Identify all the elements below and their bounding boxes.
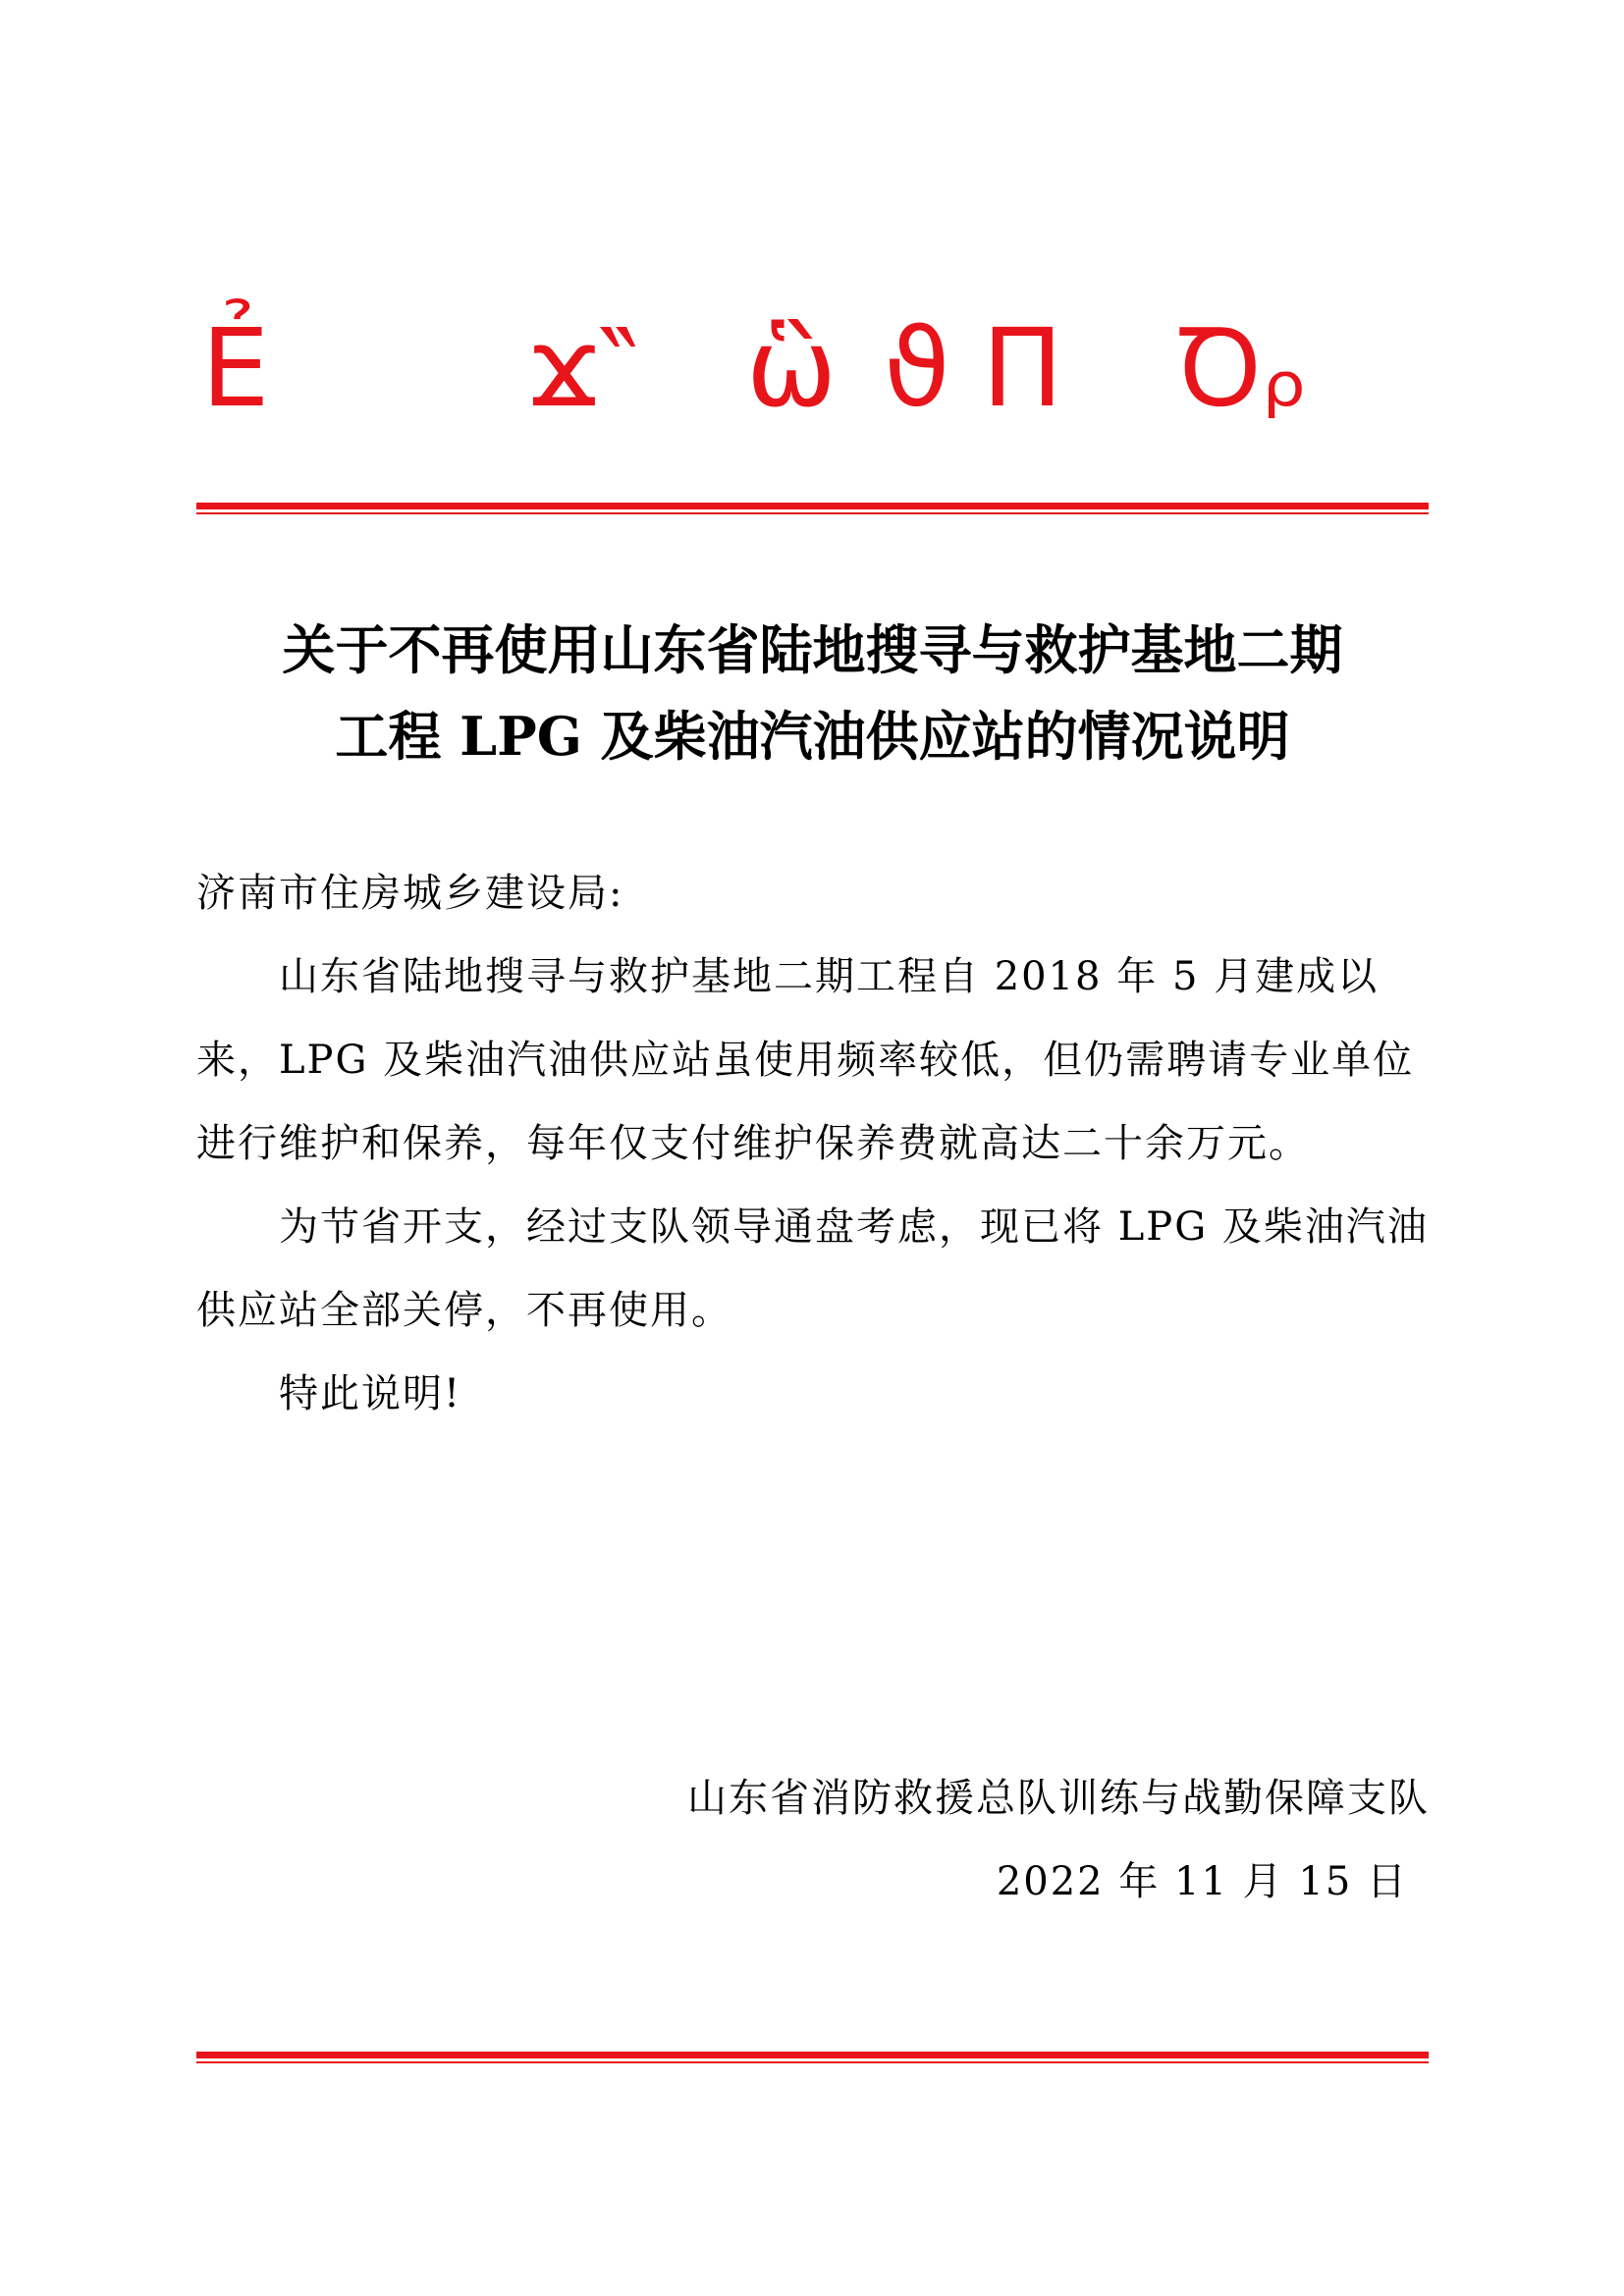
letterhead-glyph-1: Ẻ	[201, 305, 270, 431]
header-divider	[196, 503, 1429, 514]
signature-organization: 山东省消防救援总队训练与战勤保障支队	[687, 1776, 1430, 1821]
letterhead-glyph-6: Ꝺᵨ	[1178, 305, 1307, 431]
signature-date: 2022 年 11 月 15 日	[996, 1859, 1408, 1904]
letterhead-glyph-3: ὣ	[746, 305, 838, 431]
document-title	[196, 607, 1429, 779]
letterhead-glyph-4: ϑ	[884, 305, 951, 431]
salutation: 济南市住房城乡建设局:	[196, 871, 624, 916]
letterhead-glyphs	[196, 294, 1307, 452]
title-line-2: 工程 LPG 及柴油汽油供应站的情况说明	[335, 705, 1290, 768]
letterhead-glyph-2: ϫ‶	[530, 305, 638, 431]
body-paragraph-1: 山东省陆地搜寻与救护基地二期工程自 2018 年 5 月建成以来，LPG 及柴油汽油供应站虽使用频率较低，但仍需聘请专业单位进行维护和保养，每年仅支付维护保养费就高达二十余万元。	[196, 954, 1415, 1166]
footer-divider	[196, 2052, 1429, 2063]
body-paragraph-3: 特此说明!	[279, 1371, 462, 1416]
body-paragraph-2: 为节省开支，经过支队领导通盘考虑，现已将 LPG 及柴油汽油供应站全部关停，不再使用。	[196, 1204, 1429, 1333]
title-line-1: 关于不再使用山东省陆地搜寻与救护基地二期	[282, 618, 1343, 681]
letterhead-glyph-5: Π	[982, 305, 1063, 431]
